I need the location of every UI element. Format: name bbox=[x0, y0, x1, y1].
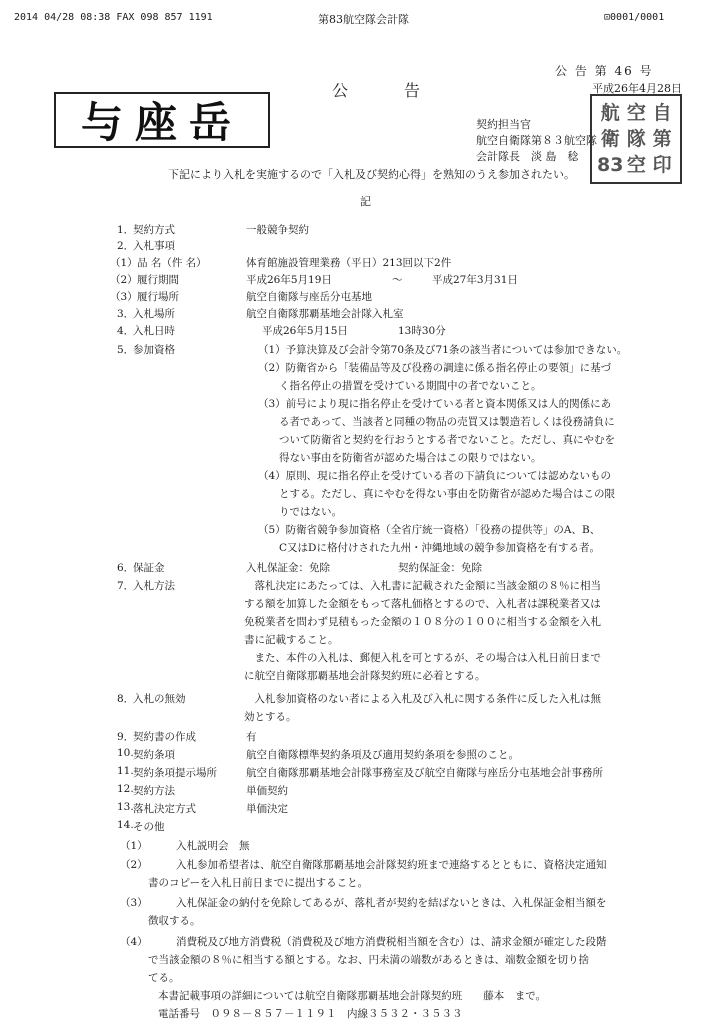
other-4-line: 消費税及び地方消費税（消費税及び地方消費税相当額を含む）は、請求金額が確定した段階 bbox=[176, 936, 607, 948]
item-8-line: 効とする。 bbox=[244, 711, 297, 723]
item-5-line: （1）予算決算及び会計令第70条及び71条の該当者については参加できない。 bbox=[258, 344, 628, 356]
footer-contact: 本書記載事項の詳細については航空自衛隊那覇基地会計隊契約班 藤本 まで。 bbox=[158, 990, 547, 1002]
other-1-num: （1） bbox=[120, 840, 148, 852]
fax-header-right bbox=[604, 12, 664, 23]
fax-header-center: 第83航空隊会計隊 bbox=[318, 13, 409, 26]
item-5-line: りではない。 bbox=[258, 506, 342, 518]
item-7-line: 免税業者を問わず見積もった金額の１０８分の１００に相当する金額を入札 bbox=[244, 616, 601, 628]
other-4-num: （4） bbox=[120, 936, 148, 948]
fax-page: 2014 04/28 08:38 FAX 098 857 1191 第83航空隊会計隊 ⊡0001/0001 公 告 第 46 号 平成26年4月28日 公 告 与座岳 契約担当官 航空自衛隊第８３航空隊 会計隊長 淡 島 稔 航 空 自 衛 隊 第 83 空 印 下記により入札を実施するので「入札及び契約心得」を熟知のうえ参加されたい。 記 1． 契約方式 一般競争契約 2． 入札事項 （1） 品 名（件 名） 体育館施設管理業務（平日）213回以下2件 （2） 履行期間 平成26年5月19日 ～ 平成27年3月31日 （3） 履行場所 航空自衛隊与座岳分屯基地 3． 入札場所 航空自衛隊那覇基地会計隊入札室 4． 入札日時 平成26年5月15日 13時30分 5． 参加資格 （1）予算決算及び会計令第70条及び71条の該当者については参加できない。 （2）防衛省から「装備品等及び役務の調達に係る指名停止の要領」に基づ く指名停止の措置を受けている期間中の者でないこと。 （3）前号により現に指名停止を受けている者と資本関係又は人的関係にあ る者であって、当該者と同種の物品の売買又は製造若しくは役務請負に ついて防衛省と契約を行おうとする者でないこと。ただし、真にやむを 得ない事由を防衛省が認めた場合はこの限りではない。 （4）原則、現に指名停止を受けている者の下請負については認めないもの とする。ただし、真にやむを得ない事由を防衛省が認めた場合はこの限 りではない。 （5）防衛省競争参加資格（全省庁統一資格）「役務の提供等」のA、B、 C又はDに格付けされた九州・沖縄地域の競争参加資格を有する者。 6． 保証金 入札保証金：免除 契約保証金：免除 7． 入札方法 落札決定にあたっては、入札書に記載された金額に当該金額の８％に相当 する額を加算した金額をもって落札価格とするので、入札者は課税業者又は 免税業者を問わず見積もった金額の１０８分の１００に相当する金額を入札 書に記載すること。 また、本件の入札は、郵便入札を可とするが、その場合は入札日前日まで に航空自衛隊那覇基地会計隊契約班に必着とする。 8． 入札の無効 入札参加資格のない者による入札及び入札に関する条件に反した入札は無 効とする。 9． 契約書の作成 有 10. 契約条項 航空自衛隊標準契約条項及び適用契約条項を参照のこと。 11. 契約条項提示場所 航空自衛隊那覇基地会計隊事務室及び航空自衛隊与座岳分屯基地会計事務所 12. 契約方法 単価契約 13. 落札決定方式 単価決定 14. その他 （1） 入札説明会 無 （2） 入札参加希望者は、航空自衛隊那覇基地会計隊契約班まで連絡するとともに、資格決定通知 書のコピーを入札日前日までに提出すること。 （3） 入札保証金の納付を免除してあるが、落札者が契約を結ばないときは、入札保証金相当額を 徴収する。 （4） 消費税及び地方消費税（消費税及び地方消費税相当額を含む）は、請求金額が確定した段階 で当該金額の８％に相当する額とする。なお、円未満の端数があるときは、端数金額を切り捨 てる。 本書記載事項の詳細については航空自衛隊那覇基地会計隊契約班 藤本 まで。 電話番号 ０９８－８５７－１１９１ 内線３５３２・３５３３ bbox=[0, 0, 724, 1024]
notice-number: 公 告 第 46 号 bbox=[555, 64, 654, 78]
location-stamp: 与座岳 bbox=[80, 98, 243, 147]
item-7-line: する額を加算した金額をもって落札価格とするので、入札者は課税業者又は bbox=[244, 598, 601, 610]
item-5-line: （5）防衛省競争参加資格（全省庁統一資格）「役務の提供等」のA、B、 bbox=[258, 524, 601, 536]
other-2-line: 書のコピーを入札日前日までに提出すること。 bbox=[148, 877, 369, 889]
issuer-name: 会計隊長 淡 島 稔 bbox=[476, 150, 579, 163]
ki-heading: 記 bbox=[360, 195, 371, 208]
item-5-line: ついて防衛省と契約を行おうとする者でないこと。ただし、真にやむを bbox=[258, 434, 615, 446]
item-8-line: 入札参加資格のない者による入札及び入札に関する条件に反した入札は無 bbox=[244, 693, 601, 705]
other-1-text: 入札説明会 無 bbox=[176, 840, 250, 852]
item-7-line: 落札決定にあたっては、入札書に記載された金額に当該金額の８％に相当 bbox=[244, 580, 601, 592]
page-title: 公 告 bbox=[332, 81, 429, 100]
other-2-line: 入札参加希望者は、航空自衛隊那覇基地会計隊契約班まで連絡するとともに、資格決定通知 bbox=[176, 859, 607, 871]
notice-date: 平成26年4月28日 bbox=[592, 82, 682, 95]
other-3-line: 入札保証金の納付を免除してあるが、落札者が契約を結ばないときは、入札保証金相当額を bbox=[176, 897, 607, 909]
item-5-line: る者であって、当該者と同種の物品の売買又は製造若しくは役務請負に bbox=[258, 416, 615, 428]
item-5-line: C又はDに格付けされた九州・沖縄地域の競争参加資格を有する者。 bbox=[258, 542, 600, 554]
other-3-num: （3） bbox=[120, 897, 148, 909]
item-5-line: 得ない事由を防衛省が認めた場合はこの限りではない。 bbox=[258, 452, 542, 464]
other-3-line: 徴収する。 bbox=[148, 915, 201, 927]
issuer-unit: 航空自衛隊第８３航空隊 bbox=[476, 134, 597, 147]
issuer-title: 契約担当官 bbox=[476, 118, 531, 131]
item-5-line: く指名停止の措置を受けている期間中の者でないこと。 bbox=[258, 380, 542, 392]
item-5-line: （4）原則、現に指名停止を受けている者の下請負については認めないもの bbox=[258, 470, 611, 482]
item-7-line: に航空自衛隊那覇基地会計隊契約班に必着とする。 bbox=[244, 670, 486, 682]
item-5-line: （3）前号により現に指名停止を受けている者と資本関係又は人的関係にあ bbox=[258, 398, 612, 410]
other-4-line: で当該金額の８％に相当する額とする。なお、円未満の端数があるときは、端数金額を切り捨 bbox=[148, 954, 589, 966]
official-seal-chars: 航 空 自 衛 隊 第 83 空 印 bbox=[597, 102, 672, 176]
intro-text: 下記により入札を実施するので「入札及び契約心得」を熟知のうえ参加されたい。 bbox=[168, 168, 575, 181]
other-4-line: てる。 bbox=[148, 972, 180, 984]
footer-phone: 電話番号 ０９８－８５７－１１９１ 内線３５３２・３５３３ bbox=[158, 1008, 463, 1020]
fax-page-icon: ⊡ bbox=[604, 12, 611, 23]
item-7-line: 書に記載すること。 bbox=[244, 634, 339, 646]
item-5-line: （2）防衛省から「装備品等及び役務の調達に係る指名停止の要領」に基づ bbox=[258, 362, 612, 374]
item-7-line: また、本件の入札は、郵便入札を可とするが、その場合は入札日前日まで bbox=[244, 652, 601, 664]
other-2-num: （2） bbox=[120, 859, 148, 871]
fax-page-count: 0001/0001 bbox=[610, 12, 665, 23]
fax-header-left: 2014 04/28 08:38 FAX 098 857 1191 bbox=[14, 12, 213, 23]
item-5-line: とする。ただし、真にやむを得ない事由を防衛省が認めた場合はこの限 bbox=[258, 488, 615, 500]
